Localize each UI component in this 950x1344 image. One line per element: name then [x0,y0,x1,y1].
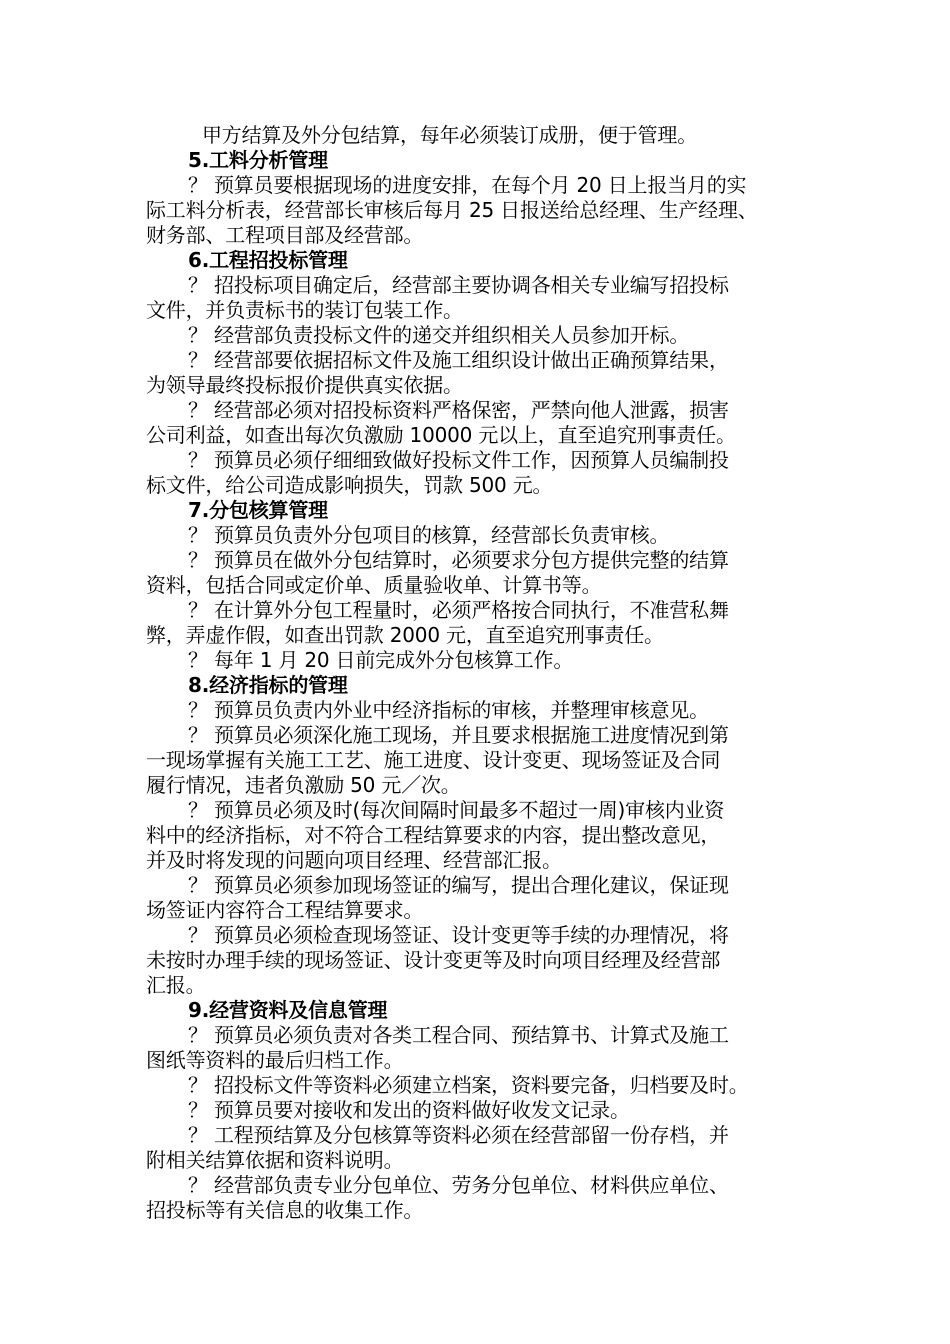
text-line: 公司利益，如查出每次负激励 10000 元以上，直至追究刑事责任。 [146,423,736,447]
text-line: ？ 预算员要对接收和发出的资料做好收发文记录。 [188,1098,630,1122]
text-line: ？ 招投标项目确定后，经营部主要协调各相关专业编写招投标 [188,273,729,297]
text-line: 资料，包括合同或定价单、质量验收单、计算书等。 [146,573,602,597]
document-body [146,123,814,1223]
text-line: ？ 经营部必须对招投标资料严格保密，严禁向他人泄露，损害 [188,398,729,422]
text-line: ？ 招投标文件等资料必须建立档案，资料要完备，归档要及时。 [188,1073,749,1097]
text-line: ？ 预算员在做外分包结算时，必须要求分包方提供完整的结算 [188,548,729,572]
text-line: ？ 经营部负责投标文件的递交并组织相关人员参加开标。 [188,323,690,347]
text-line: 甲方结算及外分包结算，每年必须装订成册，便于管理。 [202,123,697,147]
text-line: ？ 预算员负责内外业中经济指标的审核，并整理审核意见。 [188,698,709,722]
section-heading: 5.工料分析管理 [188,148,328,172]
text-line: 文件，并负责标书的装订包装工作。 [146,298,463,322]
text-line: 图纸等资料的最后归档工作。 [146,1048,404,1072]
text-line: ？ 每年 1 月 20 日前完成外分包核算工作。 [188,648,574,672]
text-line: ？ 经营部要依据招标文件及施工组织设计做出正确预算结果， [188,348,729,372]
text-line: ？ 预算员负责外分包项目的核算，经营部长负责审核。 [188,523,670,547]
text-line: 招投标等有关信息的收集工作。 [146,1198,424,1222]
text-line: 履行情况，违者负激励 50 元／次。 [146,773,461,797]
text-line: ？ 预算员必须参加现场签证的编写，提出合理化建议，保证现 [188,873,729,897]
text-line: 财务部、工程项目部及经营部。 [146,223,424,247]
section-heading: 6.工程招投标管理 [188,248,348,272]
text-line: 标文件，给公司造成影响损失，罚款 500 元。 [146,473,553,497]
text-line: ？ 预算员必须深化施工现场，并且要求根据施工进度情况到第 [188,723,729,747]
text-line: ？ 工程预结算及分包核算等资料必须在经营部留一份存档，并 [188,1123,729,1147]
text-line: 一现场掌握有关施工工艺、施工进度、设计变更、现场签证及合同 [146,748,721,772]
text-line: 未按时办理手续的现场签证、设计变更等及时向项目经理及经营部 [146,948,721,972]
text-line: 料中的经济指标，对不符合工程结算要求的内容，提出整改意见， [146,823,721,847]
section-heading: 9.经营资料及信息管理 [188,998,388,1022]
section-heading: 7.分包核算管理 [188,498,328,522]
text-line: ？ 预算员必须仔细细致做好投标文件工作，因预算人员编制投 [188,448,729,472]
text-line: 并及时将发现的问题向项目经理、经营部汇报。 [146,848,562,872]
text-line: 附相关结算依据和资料说明。 [146,1148,404,1172]
text-line: ？ 预算员必须负责对各类工程合同、预结算书、计算式及施工 [188,1023,729,1047]
text-line: ？ 预算员必须检查现场签证、设计变更等手续的办理情况，将 [188,923,729,947]
section-heading: 8.经济指标的管理 [188,673,348,697]
text-line: ？ 在计算外分包工程量时，必须严格按合同执行，不准营私舞 [188,598,729,622]
text-line: 弊，弄虚作假，如查出罚款 2000 元，直至追究刑事责任。 [146,623,664,647]
text-line: 汇报。 [146,973,206,997]
text-line: ？ 预算员要根据现场的进度安排，在每个月 20 日上报当月的实 [188,173,747,197]
text-line: 场签证内容符合工程结算要求。 [146,898,424,922]
text-line: 为领导最终投标报价提供真实依据。 [146,373,463,397]
text-line: ？ 预算员必须及时(每次间隔时间最多不超过一周)审核内业资 [188,798,725,822]
text-line: 际工料分析表，经营部长审核后每月 25 日报送给总经理、生产经理、 [146,198,758,222]
text-line: ？ 经营部负责专业分包单位、劳务分包单位、材料供应单位、 [188,1173,729,1197]
